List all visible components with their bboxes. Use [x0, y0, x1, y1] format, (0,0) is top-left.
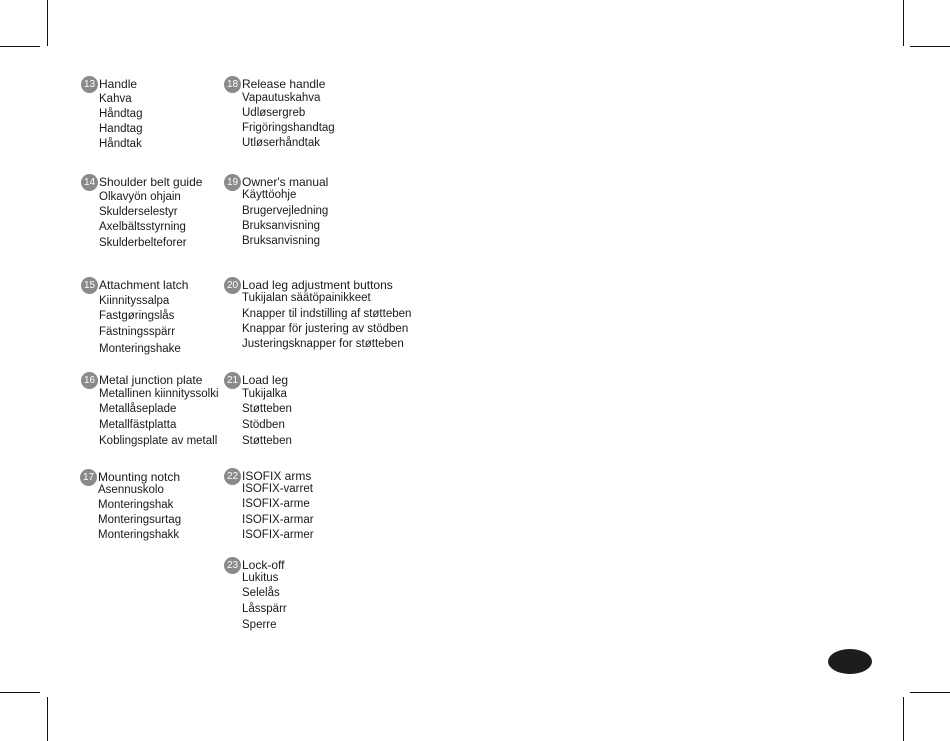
- part-heading: Attachment latch: [99, 278, 189, 292]
- translation-da: Monteringshak: [98, 499, 174, 511]
- part-number-badge: 16: [81, 372, 98, 389]
- translation-fi: Käyttöohje: [242, 189, 297, 201]
- page-number-badge: [828, 649, 872, 674]
- translation-da: Brugervejledning: [242, 205, 329, 217]
- part-heading: Release handle: [242, 77, 326, 91]
- translation-sv: Monteringsurtag: [98, 514, 182, 526]
- translation-no: Støtteben: [242, 435, 292, 447]
- translation-da: Metallåseplade: [99, 403, 177, 415]
- translation-no: Bruksanvisning: [242, 235, 320, 247]
- part-number-badge: 15: [81, 277, 98, 294]
- part-number-badge: 21: [224, 372, 241, 389]
- translation-no: Koblingsplate av metall: [99, 435, 218, 447]
- part-heading: Load leg: [242, 373, 289, 387]
- translation-sv: Stödben: [242, 419, 285, 431]
- translation-fi: Kiinnityssalpa: [99, 295, 170, 307]
- translation-no: Håndtak: [99, 138, 142, 150]
- translation-sv: Axelbältsstyrning: [99, 221, 186, 233]
- translation-no: Monteringshakk: [98, 529, 180, 541]
- crop-mark-bottom-left-horizontal: [0, 692, 40, 693]
- translation-fi: Lukitus: [242, 572, 279, 584]
- translation-no: Utløserhåndtak: [242, 137, 320, 149]
- translation-da: Skulderselestyr: [99, 206, 178, 218]
- crop-mark-top-left-horizontal: [0, 46, 40, 47]
- translation-da: Udløsergreb: [242, 107, 306, 119]
- crop-mark-bottom-right-horizontal: [910, 692, 950, 693]
- translation-no: Justeringsknapper for støtteben: [242, 338, 404, 350]
- translation-no: Monteringshake: [99, 343, 181, 355]
- translation-da: Knapper til indstilling af støtteben: [242, 308, 412, 320]
- part-heading: Metal junction plate: [99, 373, 203, 387]
- part-heading: Handle: [99, 77, 138, 91]
- translation-sv: Metallfästplatta: [99, 419, 177, 431]
- translation-fi: Vapautuskahva: [242, 92, 321, 104]
- part-number-badge: 18: [224, 76, 241, 93]
- translation-sv: Knappar för justering av stödben: [242, 323, 409, 335]
- part-heading: Shoulder belt guide: [99, 175, 203, 189]
- part-heading: Lock-off: [242, 558, 285, 572]
- part-number-badge: 22: [224, 468, 241, 485]
- part-number-badge: 20: [224, 277, 241, 294]
- translation-da: Støtteben: [242, 403, 292, 415]
- translation-no: ISOFIX-armer: [242, 529, 314, 541]
- crop-mark-top-left-vertical: [47, 0, 48, 46]
- translation-da: Selelås: [242, 587, 280, 599]
- translation-fi: ISOFIX-varret: [242, 483, 313, 495]
- part-number-badge: 14: [81, 174, 98, 191]
- translation-sv: Fästningsspärr: [99, 326, 176, 338]
- translation-sv: Handtag: [99, 123, 143, 135]
- part-number-badge: 19: [224, 174, 241, 191]
- translation-da: Fastgøringslås: [99, 310, 175, 322]
- translation-da: ISOFIX-arme: [242, 498, 310, 510]
- translation-sv: Låsspärr: [242, 603, 287, 615]
- part-heading: Mounting notch: [98, 470, 181, 484]
- part-heading: ISOFIX arms: [242, 469, 312, 483]
- crop-mark-top-right-vertical: [903, 0, 904, 46]
- crop-mark-bottom-left-vertical: [47, 697, 48, 741]
- translation-sv: Bruksanvisning: [242, 220, 320, 232]
- translation-no: Sperre: [242, 619, 277, 631]
- part-number-badge: 23: [224, 557, 241, 574]
- translation-no: Skulderbelteforer: [99, 237, 187, 249]
- translation-fi: Olkavyön ohjain: [99, 191, 181, 203]
- part-number-badge: 13: [81, 76, 98, 93]
- translation-sv: ISOFIX-armar: [242, 514, 314, 526]
- translation-fi: Tukijalka: [242, 388, 287, 400]
- crop-mark-top-right-horizontal: [910, 46, 950, 47]
- part-number-badge: 17: [80, 469, 97, 486]
- translation-fi: Metallinen kiinnityssolki: [99, 388, 219, 400]
- translation-sv: Frigöringshandtag: [242, 122, 335, 134]
- crop-mark-bottom-right-vertical: [903, 697, 904, 741]
- translation-fi: Kahva: [99, 93, 132, 105]
- part-heading: Owner's manual: [242, 175, 329, 189]
- translation-fi: Tukijalan säätöpainikkeet: [242, 292, 371, 304]
- translation-da: Håndtag: [99, 108, 143, 120]
- part-heading: Load leg adjustment buttons: [242, 278, 393, 292]
- translation-fi: Asennuskolo: [98, 484, 164, 496]
